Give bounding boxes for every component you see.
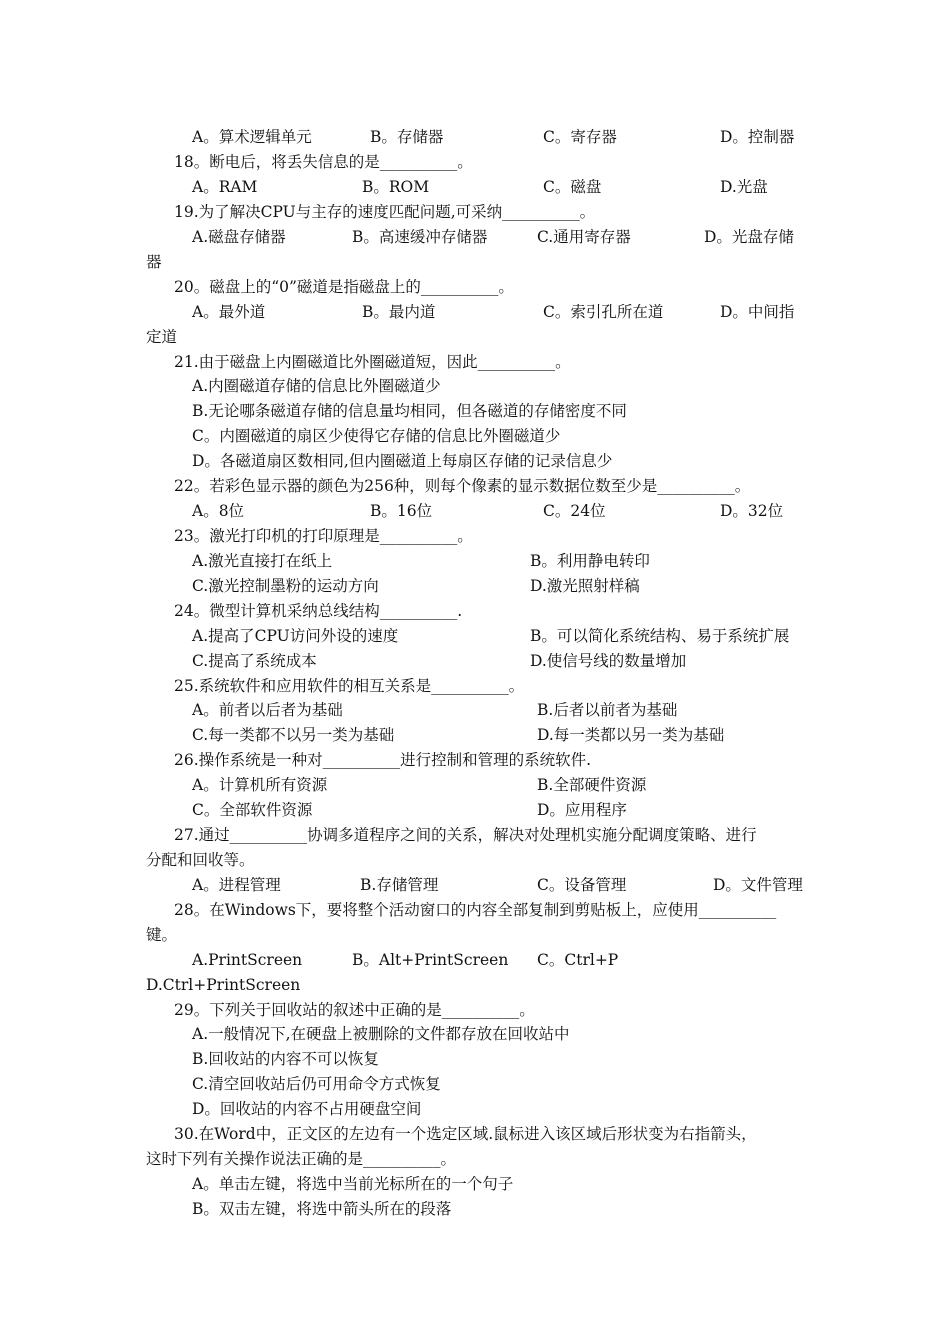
question-24: 24。微型计算机采纳总线结构__________. — [174, 602, 463, 620]
option-c: C。Ctrl+P — [537, 951, 619, 969]
option-d: D.每一类都以另一类为基础 — [537, 726, 725, 744]
option-c: C。磁盘 — [543, 178, 602, 196]
option-c: C。24位 — [543, 502, 606, 520]
question-18: 18。断电后，将丢失信息的是__________。 — [174, 153, 473, 171]
question-27: 27.通过__________协调多道程序之间的关系，解决对处理机实施分配调度策略、进行 — [174, 826, 757, 844]
question-22: 22。若彩色显示器的颜色为256种，则每个像素的显示数据位数至少是__________。 — [174, 477, 751, 495]
option-b: B。高速缓冲存储器 — [352, 228, 488, 246]
option-d: D。光盘存储 — [704, 228, 794, 246]
option-d: D.使信号线的数量增加 — [530, 652, 687, 670]
option-d: D.激光照射样稿 — [530, 577, 640, 595]
option-a: A.磁盘存储器 — [192, 228, 286, 246]
question-23: 23。激光打印机的打印原理是__________。 — [174, 527, 473, 545]
question-28: 28。在Windows下，要将整个活动窗口的内容全部复制到剪贴板上，应使用__________ — [174, 901, 777, 919]
option-d: D。各磁道扇区数相同,但内圈磁道上每扇区存储的记录信息少 — [192, 452, 613, 470]
option-b: B.存储管理 — [360, 876, 439, 894]
option-c: C。设备管理 — [537, 876, 627, 894]
option-b: B。利用静电转印 — [530, 552, 650, 570]
option-c: C.每一类都不以另一类为基础 — [192, 726, 395, 744]
option-c: C。全部软件资源 — [192, 801, 313, 819]
option-c: C。内圈磁道的扇区少使得它存储的信息比外圈磁道少 — [192, 427, 561, 445]
option-a: A.PrintScreen — [192, 951, 303, 969]
option-d: D。文件管理 — [713, 876, 803, 894]
option-b: B.无论哪条磁道存储的信息量均相同，但各磁道的存储密度不同 — [192, 402, 627, 420]
option-b: B。ROM — [362, 178, 430, 196]
option-d: D。中间指 — [720, 303, 795, 321]
option-d: D。应用程序 — [537, 801, 627, 819]
option-a: A。进程管理 — [192, 876, 281, 894]
option-d: D。控制器 — [720, 128, 795, 146]
option-a: A.一般情况下,在硬盘上被删除的文件都存放在回收站中 — [192, 1025, 570, 1043]
wrapped-text: 定道 — [146, 328, 178, 346]
option-a: A。RAM — [192, 178, 258, 196]
option-b: B。存储器 — [370, 128, 444, 146]
wrapped-text: 器 — [146, 253, 162, 271]
question-30: 30.在Word中，正文区的左边有一个选定区域.鼠标进入该区域后形状变为右指箭头， — [174, 1125, 757, 1143]
option-a: A。算术逻辑单元 — [192, 128, 312, 146]
option-a: A。8位 — [192, 502, 245, 520]
option-c: C。寄存器 — [543, 128, 617, 146]
option-a: A.提高了CPU访问外设的速度 — [192, 627, 399, 645]
wrapped-text: 键。 — [146, 926, 178, 944]
option-b: B。Alt+PrintScreen — [352, 951, 509, 969]
option-d: D.Ctrl+PrintScreen — [146, 976, 301, 994]
question-19: 19.为了解决CPU与主存的速度匹配问题,可采纳__________。 — [174, 203, 596, 221]
option-b: B。双击左键，将选中箭头所在的段落 — [192, 1200, 452, 1218]
question-26: 26.操作系统是一种对__________进行控制和管理的系统软件. — [174, 751, 592, 769]
option-b: B。最内道 — [362, 303, 436, 321]
option-c: C.清空回收站后仍可用命令方式恢复 — [192, 1075, 441, 1093]
option-b: B.后者以前者为基础 — [537, 701, 678, 719]
question-21: 21.由于磁盘上内圈磁道比外圈磁道短，因此__________。 — [174, 353, 571, 371]
question-20: 20。磁盘上的“0”磁道是指磁盘上的__________。 — [174, 278, 514, 296]
option-a: A。最外道 — [192, 303, 266, 321]
option-a: A。前者以后者为基础 — [192, 701, 343, 719]
option-c: C。索引孔所在道 — [543, 303, 664, 321]
option-b: B。可以简化系统结构、易于系统扩展 — [530, 627, 790, 645]
wrapped-text: 这时下列有关操作说法正确的是__________。 — [146, 1150, 457, 1168]
option-a: A.激光直接打在纸上 — [192, 552, 333, 570]
option-b: B.回收站的内容不可以恢复 — [192, 1050, 379, 1068]
question-29: 29。下列关于回收站的叙述中正确的是__________。 — [174, 1001, 535, 1019]
option-a: A。计算机所有资源 — [192, 776, 328, 794]
option-c: C.激光控制墨粉的运动方向 — [192, 577, 379, 595]
wrapped-text: 分配和回收等。 — [146, 851, 255, 869]
question-25: 25.系统软件和应用软件的相互关系是__________。 — [174, 677, 525, 695]
option-b: B.全部硬件资源 — [537, 776, 647, 794]
option-d: D.光盘 — [720, 178, 768, 196]
option-d: D。回收站的内容不占用硬盘空间 — [192, 1100, 422, 1118]
option-c: C.通用寄存器 — [537, 228, 631, 246]
option-a: A。单击左键，将选中当前光标所在的一个句子 — [192, 1175, 514, 1193]
option-a: A.内圈磁道存储的信息比外圈磁道少 — [192, 377, 441, 395]
option-c: C.提高了系统成本 — [192, 652, 317, 670]
option-d: D。32位 — [720, 502, 784, 520]
option-b: B。16位 — [370, 502, 433, 520]
